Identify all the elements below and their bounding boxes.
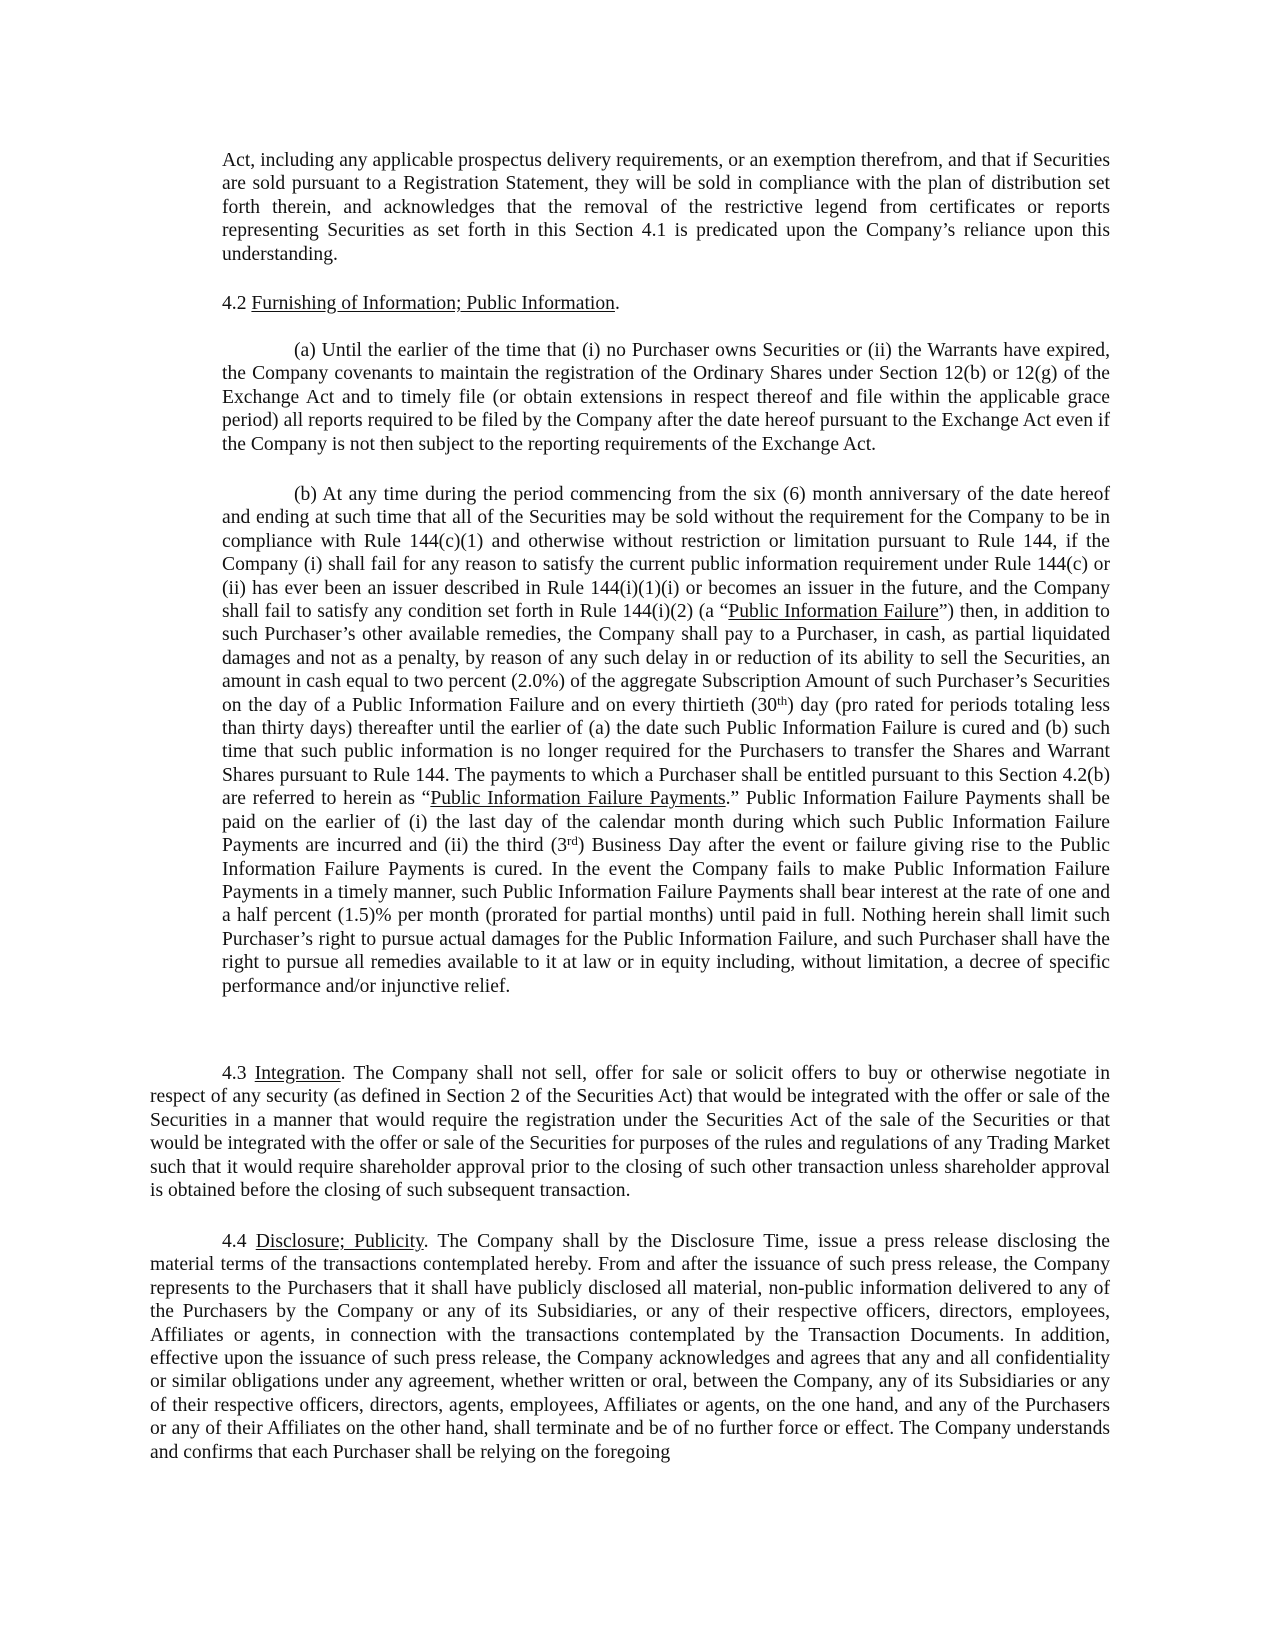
section-4-4-paragraph [150, 1230, 1110, 1464]
section-title: Furnishing of Information; Public Information [251, 293, 615, 314]
defined-term-public-information-failure: Public Information Failure [728, 601, 939, 623]
paragraph-text: (a) Until the earlier of the time that (i) no Purchaser owns Securities or (ii) the Warrants have expired, the Company covenants to maintain the registration of the Ordinary Shares under Section 12(b) or 12(g) of the Exchange Act and to timely file (or obtain extensions in respect thereof and file within the applicable grace period) all reports required to be filed by the Company after the date hereof pursuant to the Exchange Act even if the Company is not then subject to the reporting requirements of the Exchange Act. [222, 340, 1110, 455]
section-4-2-a-paragraph [222, 339, 1110, 456]
paragraph-text: ) Business Day after the event or failure giving rise to the Public Information Failure Payments is cured. In the event the Company fails to make Public Information Failure Payments in a timely manner, such Public Information Failure Payments shall bear interest at the rate of one and a half percent (1.5)% per month (prorated for partial months) until paid in full. Nothing herein shall limit such Purchaser’s right to pursue actual damages for the Public Information Failure, and such Purchaser shall have the right to pursue all remedies available to it at law or in equity including, without limitation, a decree of specific performance and/or injunctive relief. [222, 835, 1111, 997]
paragraph-text: . The Company shall not sell, offer for sale or solicit offers to buy or otherwise negotiate in respect of any security (as defined in Section 2 of the Securities Act) that would be integrated with the offer or sale of the Securities in a manner that would require the registration under the Securities Act of the sale of the Securities or that would be integrated with the offer or sale of the Securities for purposes of the rules and regulations of any Trading Market such that it would require shareholder approval prior to the closing of such other transaction unless shareholder approval is obtained before the closing of such subsequent transaction. [150, 1063, 1110, 1202]
heading-period: . [614, 293, 620, 314]
paragraph-text: ”) then, in addition to such Purchaser’s other available remedies, the Company shall pay to a Purchaser, in cash, as partial liquidated damages and not as a penalty, by reason of any such delay in or reduction of its ability to sell the Securities, an amount in cash equal to two percent (2.0%) of the aggregate Subscription Amount of such Purchaser’s Securities on the day of a Public Information Failure and on every thirtieth (30 [222, 601, 1110, 716]
section-number: 4.2 [222, 293, 247, 314]
section-4-2-b-paragraph [222, 483, 1110, 998]
section-4-2-heading [222, 292, 1110, 315]
paragraph-text: . The Company shall by the Disclosure Time, issue a press release disclosing the material terms of the transactions contemplated hereby. From and after the issuance of such press release, the Company represents to the Purchasers that it shall have publicly disclosed all material, non-public information delivered to any of the Purchasers by the Company or any of its Subsidiaries, or any of their respective officers, directors, employees, Affiliates or agents, in connection with the transactions contemplated by the Transaction Documents. In addition, effective upon the issuance of such press release, the Company acknowledges and agrees that any and all confidentiality or similar obligations under any agreement, whether written or oral, between the Company, any of its Subsidiaries or any of their respective officers, directors, agents, employees, Affiliates or agents, on the one hand, and any of the Purchasers or any of their Affiliates on the other hand, shall terminate and be of no further force or effect. The Company understands and confirms that each Purchaser shall be relying on the foregoing [150, 1231, 1110, 1463]
section-title: Disclosure; Publicity [255, 1231, 424, 1252]
intro-text: Act, including any applicable prospectus delivery requirements, or an exemption therefrom, and that if Securities are sold pursuant to a Registration Statement, they will be sold in compliance with the plan of distribution set forth therein, and acknowledges that the removal of the restrictive legend from certificates or reports representing Securities as set forth in this Section 4.1 is predicated upon the Company’s reliance upon this understanding. [222, 150, 1110, 265]
paragraph-text: (b) At any time during the period commencing from the six (6) month anniversary of the date hereof and ending at such time that all of the Securities may be sold without the requirement for the Company to be in compliance with Rule 144(c)(1) and otherwise without restriction or limitation pursuant to Rule 144, if the Company (i) shall fail for any reason to satisfy the current public information requirement under Rule 144(c) or (ii) has ever been an issuer described in Rule 144(i)(1)(i) or becomes an issuer in the future, and the Company shall fail to satisfy any condition set forth in Rule 144(i)(2) (a “ [222, 484, 1110, 623]
ordinal-superscript: th [777, 692, 788, 708]
section-title: Integration [254, 1063, 341, 1084]
section-number: 4.3 [222, 1063, 247, 1084]
defined-term-public-information-failure-payments: Public Information Failure Payments [430, 788, 726, 810]
paragraph-4-1-continuation [222, 149, 1110, 266]
section-4-3-paragraph [150, 1062, 1110, 1202]
paragraph-text: .” Public Information Failure Payments shall be paid on the earlier of (i) the last day of the calendar month during which such Public Information Failure Payments are incurred and (ii) the third (3 [222, 788, 1110, 857]
section-number: 4.4 [222, 1231, 247, 1252]
paragraph-text: ) day (pro rated for periods totaling less than thirty days) thereafter until the earlier of (a) the date such Public Information Failure is cured and (b) such time that such public information is no longer required for the Purchasers to transfer the Shares and Warrant Shares pursuant to Rule 144. The payments to which a Purchaser shall be entitled pursuant to this Section 4.2(b) are referred to herein as “ [222, 694, 1110, 810]
ordinal-superscript: rd [567, 833, 578, 849]
